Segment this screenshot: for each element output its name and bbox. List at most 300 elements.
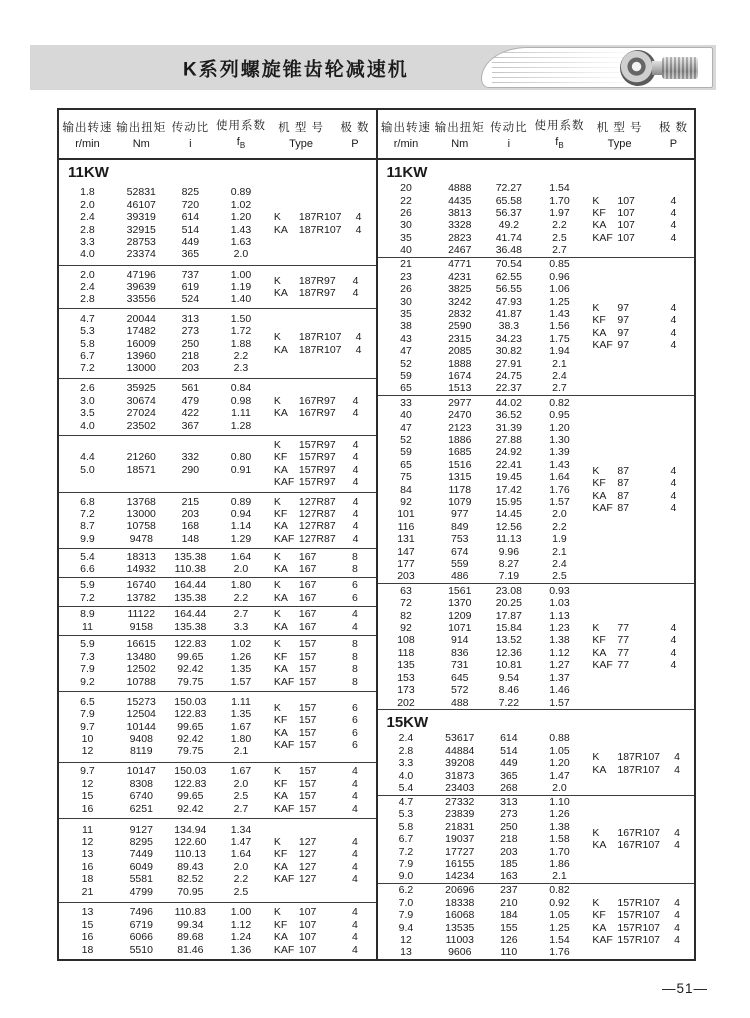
torque-cell: 3825 [448, 283, 472, 296]
model-cell: KA 157 [273, 790, 317, 803]
torque-cell: 13768 [126, 495, 156, 508]
model-cell: KF 157 [273, 777, 317, 790]
data-rows [59, 549, 268, 577]
column-header [378, 119, 435, 150]
ratio-cell: 99.34 [177, 918, 204, 931]
torque-cell: 2315 [448, 332, 472, 345]
ratio-cell: 210 [500, 896, 518, 909]
torque-cell: 13782 [126, 591, 156, 604]
torque-cell: 17482 [126, 325, 156, 338]
service-factor-cell: 2.4 [552, 558, 567, 571]
ratio-cell: 79.75 [177, 745, 204, 758]
table-row [378, 659, 587, 671]
model-series: KF [592, 634, 606, 647]
speed-cell: 6.6 [80, 563, 95, 576]
service-factor-cell: 0.88 [549, 732, 570, 745]
service-factor-cell: 2.0 [233, 777, 249, 790]
ratio-cell: 122.83 [174, 638, 207, 651]
service-factor-cell: 1.43 [549, 307, 570, 320]
service-factor-cell: 1.26 [230, 650, 252, 663]
poles-cell: 6 [351, 739, 358, 752]
type-row [586, 647, 694, 659]
speed-cell: 3.3 [398, 757, 414, 770]
torque-cell: 1370 [448, 597, 472, 610]
speed-cell: 75 [400, 471, 412, 484]
model-cell: KA 127 [273, 860, 317, 873]
model-series: K [273, 274, 281, 287]
type-list [268, 636, 376, 692]
ratio-cell: 237 [500, 884, 518, 897]
torque-cell: 27332 [445, 795, 475, 808]
service-factor-cell: 0.91 [230, 463, 252, 476]
table-row [378, 796, 587, 808]
table-row [59, 790, 268, 802]
table-row [378, 782, 587, 794]
ratio-cell: 70.54 [495, 258, 522, 271]
table-row [378, 672, 587, 684]
model-series: KA [273, 407, 288, 420]
table-row [378, 446, 587, 458]
torque-cell: 16155 [445, 858, 475, 871]
speed-cell: 4.0 [80, 248, 95, 261]
type-row [268, 727, 376, 739]
spec-block [59, 265, 376, 308]
service-factor-cell: 2.4 [552, 369, 567, 382]
poles-cell: 4 [674, 933, 680, 946]
table-row [378, 684, 587, 696]
speed-cell: 4.7 [398, 795, 414, 808]
model-series: KAF [273, 802, 295, 815]
spec-block [59, 492, 376, 549]
model-series: KAF [273, 476, 295, 489]
torque-cell: 6049 [129, 860, 153, 873]
speed-cell: 2.8 [80, 223, 95, 236]
model-series: KA [273, 223, 288, 236]
column-header [653, 119, 694, 150]
ratio-cell: 110.38 [174, 563, 206, 576]
table-row [378, 283, 587, 295]
table-row [59, 931, 268, 943]
speed-cell: 6.5 [80, 695, 95, 708]
column-header-cn: 机 型 号 [278, 121, 325, 134]
table-row [378, 732, 587, 744]
speed-cell: 9.0 [398, 870, 414, 883]
type-row [268, 287, 376, 299]
model-cell: K 167 [273, 608, 317, 621]
table-row [378, 821, 587, 833]
type-row [586, 634, 694, 646]
speed-cell: 5.4 [398, 782, 414, 795]
service-factor-cell: 1.06 [549, 283, 570, 296]
table-row [378, 634, 587, 646]
ratio-cell: 56.55 [495, 283, 522, 296]
speed-cell: 108 [397, 634, 415, 647]
model-cell: KAF 97 [592, 338, 630, 351]
poles-cell: 4 [670, 634, 677, 647]
model-series: KA [273, 520, 288, 533]
speed-cell: 5.9 [80, 579, 95, 592]
spec-block [59, 818, 376, 902]
service-factor-cell: 1.47 [230, 835, 252, 848]
service-factor-cell: 1.47 [549, 769, 570, 782]
table-row [59, 236, 268, 248]
speed-cell: 5.8 [398, 820, 414, 833]
service-factor-cell: 2.7 [233, 608, 249, 621]
type-row [268, 906, 376, 918]
service-factor-cell: 2.5 [233, 885, 249, 898]
poles-cell: 8 [351, 638, 358, 651]
torque-cell: 39319 [126, 211, 156, 224]
table-row [59, 836, 268, 848]
torque-cell: 6066 [129, 931, 153, 944]
table-row [59, 382, 268, 394]
type-row [268, 407, 376, 419]
type-list [268, 379, 376, 435]
service-factor-cell: 1.67 [230, 720, 252, 733]
service-factor-cell: 1.63 [230, 236, 252, 249]
ratio-cell: 99.65 [177, 720, 204, 733]
torque-cell: 6251 [129, 802, 153, 815]
ratio-cell: 218 [500, 833, 518, 846]
speed-cell: 35 [400, 231, 412, 244]
table-row [378, 846, 587, 858]
speed-cell: 59 [400, 369, 412, 382]
torque-cell: 10758 [126, 520, 156, 533]
type-row [268, 592, 376, 604]
ratio-cell: 72.27 [495, 182, 522, 195]
torque-cell: 645 [451, 671, 469, 684]
model-series: K [273, 835, 281, 848]
table-row [378, 909, 587, 921]
column-header-unit: r/min [393, 137, 419, 150]
service-factor-cell: 2.7 [233, 802, 249, 815]
type-row [586, 219, 694, 231]
column-header-cn: 机 型 号 [596, 121, 643, 134]
ratio-cell: 524 [181, 293, 200, 306]
ratio-cell: 449 [500, 757, 518, 770]
model-series: K [273, 394, 281, 407]
table-row [378, 195, 587, 207]
torque-cell: 1178 [448, 483, 472, 496]
service-factor-cell: 1.54 [549, 182, 570, 195]
model-series: K [273, 765, 281, 778]
speed-cell: 16 [81, 802, 94, 815]
ratio-cell: 273 [500, 808, 518, 821]
service-factor-cell: 1.88 [230, 337, 252, 350]
page-number: —51— [661, 981, 708, 996]
table-row [59, 269, 268, 281]
ratio-cell: 422 [181, 407, 200, 420]
model-series: KAF [592, 338, 613, 351]
speed-cell: 92 [400, 622, 412, 635]
column-header [586, 119, 652, 150]
data-rows [378, 796, 587, 883]
torque-cell: 1561 [448, 584, 472, 597]
speed-cell: 5.3 [80, 325, 95, 338]
table-row [378, 409, 587, 421]
speed-cell: 6.7 [398, 833, 414, 846]
torque-cell: 849 [451, 520, 469, 533]
model-series: KF [273, 650, 288, 663]
poles-cell: 4 [352, 476, 359, 489]
model-cell: K 167R107 [592, 827, 660, 839]
type-row [268, 451, 376, 463]
speed-cell: 16 [81, 860, 94, 873]
model-series: KF [592, 477, 606, 490]
column-header-unit: i [189, 137, 192, 150]
ratio-cell: 155 [500, 921, 518, 934]
torque-cell: 731 [451, 659, 469, 672]
ratio-cell: 203 [181, 362, 200, 375]
table-row [59, 338, 268, 350]
column-header [167, 119, 214, 150]
model-series: KA [273, 726, 288, 739]
speed-cell: 13 [81, 906, 94, 919]
speed-cell: 59 [400, 446, 412, 459]
type-row [268, 533, 376, 545]
spec-block [378, 795, 695, 883]
service-factor-cell: 0.92 [549, 896, 570, 909]
torque-cell: 44884 [445, 744, 475, 757]
torque-cell: 3242 [448, 295, 472, 308]
model-cell: K 157R107 [592, 896, 660, 909]
torque-cell: 674 [451, 545, 469, 558]
torque-cell: 5581 [129, 873, 153, 886]
torque-cell: 31873 [445, 769, 475, 782]
column-header-unit: Nm [451, 137, 469, 150]
data-rows [378, 584, 587, 709]
speed-cell: 118 [397, 646, 415, 659]
model-cell: KF 157 [273, 714, 317, 727]
torque-cell: 18338 [445, 896, 475, 909]
service-factor-cell: 2.0 [552, 508, 567, 521]
model-series: K [273, 550, 281, 563]
poles-cell: 4 [670, 231, 677, 244]
ratio-cell: 7.19 [498, 570, 520, 583]
poles-cell: 4 [352, 520, 359, 533]
type-row [268, 579, 376, 591]
type-list [586, 732, 694, 794]
torque-cell: 52831 [126, 186, 156, 199]
poles-cell: 6 [351, 701, 358, 714]
ratio-cell: 79.75 [177, 675, 204, 688]
spec-block [59, 902, 376, 959]
table-row [59, 778, 268, 790]
poles-cell: 4 [670, 219, 677, 232]
service-factor-cell: 1.76 [549, 483, 570, 496]
table-row [59, 496, 268, 508]
torque-cell: 7496 [129, 906, 153, 919]
table-row [378, 182, 587, 194]
column-header-unit: $f_B$ [555, 136, 564, 151]
table-row [59, 803, 268, 815]
ratio-cell: 8.46 [498, 684, 520, 697]
speed-cell: 35 [400, 307, 412, 320]
service-factor-cell: 1.00 [230, 906, 252, 919]
torque-cell: 53617 [445, 732, 475, 745]
table-row [378, 922, 587, 934]
data-rows [59, 607, 268, 635]
model-series: KF [273, 451, 288, 464]
speed-cell: 7.0 [398, 896, 414, 909]
type-row [268, 508, 376, 520]
table-row [378, 570, 587, 582]
spec-table-left [59, 110, 378, 959]
torque-cell: 9127 [129, 823, 153, 836]
table-row [59, 906, 268, 918]
model-cell: KF 127 [273, 848, 317, 861]
torque-cell: 27024 [126, 407, 156, 420]
table-row [378, 610, 587, 622]
service-factor-cell: 1.10 [549, 795, 570, 808]
service-factor-cell: 1.80 [230, 732, 252, 745]
model-cell: K 167 [273, 579, 317, 592]
table-row [59, 281, 268, 293]
column-header-unit: Nm [132, 137, 150, 150]
service-factor-cell: 1.38 [549, 820, 570, 833]
poles-cell: 4 [351, 931, 358, 944]
table-row [378, 508, 587, 520]
service-factor-cell: 1.39 [549, 446, 570, 459]
service-factor-cell: 1.05 [549, 909, 570, 922]
speed-cell: 116 [397, 520, 415, 533]
service-factor-cell: 1.19 [230, 280, 252, 293]
service-factor-cell: 2.0 [233, 563, 249, 576]
model-cell: KAF 87 [592, 502, 630, 515]
service-factor-cell: 1.64 [230, 550, 252, 563]
speed-cell: 6.8 [80, 495, 95, 508]
service-factor-cell: 2.2 [233, 349, 249, 362]
speed-cell: 6.2 [398, 884, 414, 897]
model-cell: KA 157R97 [273, 463, 336, 476]
poles-cell: 4 [351, 943, 358, 956]
speed-cell: 203 [397, 570, 415, 583]
ratio-cell: 561 [181, 382, 200, 395]
torque-cell: 10147 [126, 765, 156, 778]
speed-cell: 47 [400, 345, 412, 358]
ratio-cell: 81.46 [177, 943, 204, 956]
poles-cell: 6 [351, 591, 358, 604]
column-header-unit: i [507, 137, 511, 150]
table-row [378, 333, 587, 345]
service-factor-cell: 1.86 [549, 858, 570, 871]
torque-cell: 1071 [448, 622, 472, 635]
torque-cell: 11003 [445, 933, 474, 946]
table-row [59, 651, 268, 663]
poles-cell: 4 [670, 194, 677, 207]
service-factor-cell: 0.84 [230, 382, 252, 395]
ratio-cell: 313 [181, 312, 200, 325]
service-factor-cell: 0.93 [549, 584, 570, 597]
torque-cell: 12504 [126, 708, 156, 721]
ratio-cell: 82.52 [177, 873, 204, 886]
table-row [59, 608, 268, 620]
poles-cell: 4 [351, 802, 358, 815]
model-cell: KF 97 [592, 314, 630, 327]
model-series: K [273, 906, 281, 919]
table-row [378, 770, 587, 782]
torque-cell: 17727 [445, 845, 475, 858]
torque-cell: 914 [451, 634, 469, 647]
ratio-cell: 62.55 [495, 270, 522, 283]
torque-cell: 16615 [126, 638, 156, 651]
model-series: KA [273, 563, 288, 576]
speed-cell: 202 [397, 696, 415, 709]
data-rows [59, 903, 268, 959]
speed-cell: 33 [400, 396, 412, 409]
service-factor-cell: 1.11 [231, 695, 251, 708]
data-rows [378, 182, 587, 257]
ratio-cell: 17.87 [495, 609, 522, 622]
model-series: KA [273, 343, 288, 356]
torque-cell: 559 [451, 558, 469, 571]
table-row [59, 325, 268, 337]
speed-cell: 177 [397, 558, 415, 571]
spec-tables [57, 108, 696, 961]
service-factor-cell: 2.2 [233, 591, 249, 604]
type-row [586, 490, 694, 502]
table-row [378, 946, 587, 958]
ratio-cell: 92.42 [177, 732, 204, 745]
service-factor-cell: 1.03 [549, 597, 570, 610]
speed-cell: 65 [400, 382, 412, 395]
model-cell: K 167 [273, 550, 317, 563]
service-factor-cell: 3.3 [233, 620, 249, 633]
service-factor-cell: 1.38 [549, 634, 570, 647]
speed-cell: 52 [400, 434, 412, 447]
table-row [59, 407, 268, 419]
service-factor-cell: 1.64 [549, 471, 570, 484]
speed-cell: 11 [82, 620, 93, 633]
poles-cell: 4 [674, 839, 680, 852]
spec-block [59, 308, 376, 378]
service-factor-cell: 1.75 [549, 332, 570, 345]
ratio-cell: 134.94 [174, 823, 207, 836]
table-row [378, 320, 587, 332]
model-series: KA [273, 860, 288, 873]
torque-cell: 1685 [448, 446, 472, 459]
type-row [268, 563, 376, 575]
ratio-cell: 10.81 [495, 659, 522, 672]
poles-cell: 6 [351, 714, 358, 727]
model-cell: KAF 157R107 [592, 933, 660, 946]
ratio-cell: 89.43 [177, 860, 204, 873]
spec-block [59, 378, 376, 435]
data-rows [59, 763, 268, 819]
column-header [533, 117, 587, 150]
model-series: KAF [592, 502, 613, 515]
speed-cell: 2.8 [80, 293, 95, 306]
poles-cell: 4 [674, 751, 680, 764]
torque-cell: 33556 [126, 293, 156, 306]
service-factor-cell: 1.25 [549, 921, 570, 934]
table-row [378, 397, 587, 409]
torque-cell: 1888 [448, 357, 472, 370]
torque-cell: 11122 [127, 608, 156, 621]
table-row [378, 244, 587, 256]
model-cell: K 97 [592, 301, 630, 314]
poles-cell: 4 [670, 465, 677, 478]
speed-cell: 5.8 [80, 337, 95, 350]
poles-cell: 4 [352, 495, 359, 508]
table-row [378, 521, 587, 533]
ratio-cell: 365 [181, 248, 200, 261]
poles-cell: 4 [351, 765, 358, 778]
service-factor-cell: 1.72 [230, 325, 252, 338]
ratio-cell: 7.22 [498, 696, 520, 709]
ratio-cell: 737 [181, 268, 200, 281]
torque-cell: 4435 [448, 194, 472, 207]
